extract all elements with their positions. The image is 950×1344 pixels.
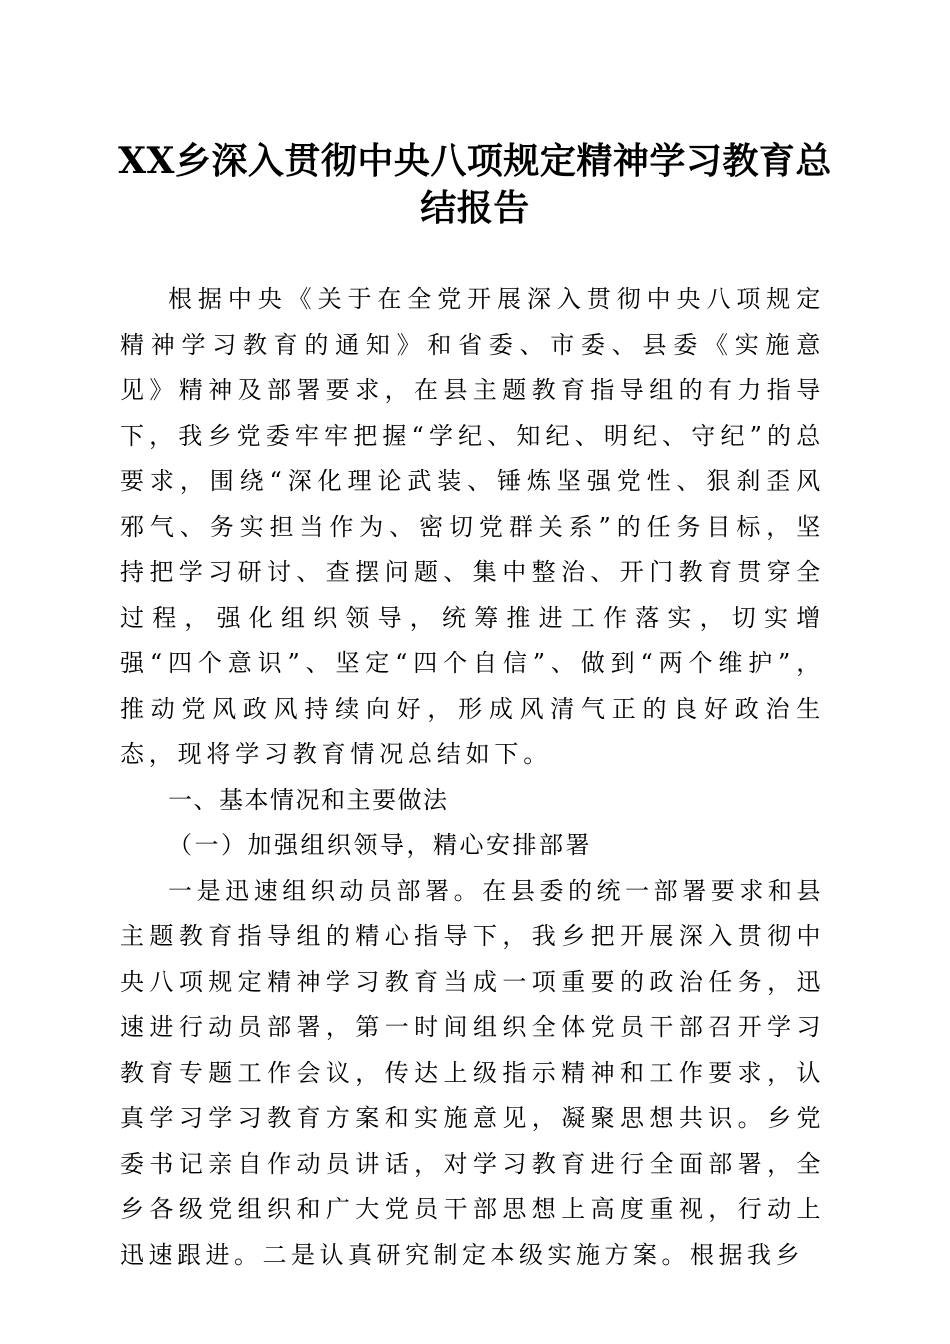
- body-paragraph: 一是迅速组织动员部署。在县委的统一部署要求和县主题教育指导组的精心指导下，我乡把开展深入贯彻中央八项规定精神学习教育当成一项重要的政治任务，迅速进行动员部署，第一时间组织全体党员干部召开学习教育专题工作会议，传达上级指示精神和工作要求，认真学习学习教育方案和实施意见，凝聚思想共识。乡党委书记亲自作动员讲话，对学习教育进行全面部署，全乡各级党组织和广大党员干部思想上高度重视，行动上迅速跟进。二是认真研究制定本级实施方案。根据我乡: [120, 876, 825, 1269]
- subsection-heading-1: （一）加强组织领导，精心安排部署: [168, 831, 592, 859]
- document-title: XX乡深入贯彻中央八项规定精神学习教育总结报告: [118, 140, 832, 229]
- intro-paragraph: 根据中央《关于在全党开展深入贯彻中央八项规定精神学习教育的通知》和省委、市委、县委《实施意见》精神及部署要求，在县主题教育指导组的有力指导下，我乡党委牢牢把握“学纪、知纪、明纪、守纪”的总要求，围绕“深化理论武装、锤炼坚强党性、狠刹歪风邪气、务实担当作为、密切党群关系”的任务目标，坚持把学习研讨、查摆问题、集中整治、开门教育贯穿全过程，强化组织领导，统筹推进工作落实，切实增强“四个意识”、坚定“四个自信”、做到“两个维护”，推动党风政风持续向好，形成风清气正的良好政治生态，现将学习教育情况总结如下。: [120, 285, 825, 768]
- section-heading-1: 一、基本情况和主要做法: [168, 785, 449, 814]
- document-body: [120, 277, 825, 1278]
